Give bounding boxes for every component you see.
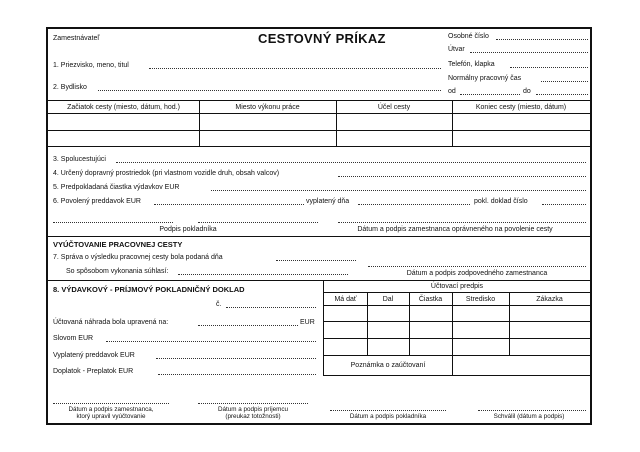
method-field[interactable] xyxy=(178,274,348,275)
col-order: Zákazka xyxy=(536,296,563,303)
phone-label: Telefón, klapka xyxy=(448,61,495,68)
method-label: So spôsobom vykonania súhlasí: xyxy=(66,268,169,275)
doc-number-label: č. xyxy=(216,301,222,308)
transport-label: 4. Určený dopravný prostriedok (pri vlastnom vozidle druh, obsah valcov) xyxy=(53,170,280,177)
advance-label: 6. Povolený preddavok EUR xyxy=(53,198,141,205)
responsible-signature-label: Dátum a podpis zodpovedného zamestnanca xyxy=(406,270,548,277)
adjuster-signature-field[interactable] xyxy=(53,403,169,404)
adjusted-amount-field[interactable] xyxy=(198,325,298,326)
accounting-note-label: Poznámka o zaúčtovaní xyxy=(350,362,426,369)
adjusted-currency: EUR xyxy=(300,319,315,326)
report-date-field[interactable] xyxy=(276,260,356,261)
col-work-place: Miesto výkonu práce xyxy=(235,104,300,111)
section8-top-line xyxy=(48,280,590,281)
cashier-footer-signature-label: Dátum a podpis pokladníka xyxy=(349,413,427,420)
col-trip-purpose: Účel cesty xyxy=(377,104,411,111)
paid-on-label: vyplatený dňa xyxy=(306,198,350,205)
cashier-signature-field-2[interactable] xyxy=(198,222,318,223)
cashier-footer-signature-field[interactable] xyxy=(330,410,446,411)
normal-hours-label: Normálny pracovný čas xyxy=(448,75,522,82)
settlement-top-line xyxy=(48,236,590,237)
travel-order-form xyxy=(46,27,592,425)
col-trip-start: Začiatok cesty (miesto, dátum, hod.) xyxy=(67,104,180,111)
cashier-signature-label: Podpis pokladníka xyxy=(159,226,217,233)
surcharge-field[interactable] xyxy=(158,374,316,375)
recipient-signature-field[interactable] xyxy=(198,403,308,404)
section8-heading: 8. VÝDAVKOVÝ - PRÍJMOVÝ POKLADNIČNÝ DOKLAD xyxy=(53,285,245,294)
col-debit: Má dať xyxy=(334,296,357,303)
advance-paid-label: Vyplatený preddavok EUR xyxy=(53,352,135,359)
accounting-heading: Účtovací predpis xyxy=(430,283,484,290)
words-field[interactable] xyxy=(106,341,316,342)
responsible-signature-field[interactable] xyxy=(368,266,586,267)
address-field[interactable] xyxy=(98,90,441,91)
companions-field[interactable] xyxy=(116,162,586,163)
table-bottom-line xyxy=(48,146,590,147)
settlement-heading: VYÚČTOVANIE PRACOVNEJ CESTY xyxy=(53,240,183,249)
authorizer-signature-label: Dátum a podpis zamestnanca oprávneného na povolenie cesty xyxy=(357,226,553,233)
adjuster-signature-label-1: Dátum a podpis zamestnanca, xyxy=(68,406,154,413)
accounting-note-divider xyxy=(452,355,453,375)
personal-number-label: Osobné číslo xyxy=(448,33,489,40)
name-field[interactable] xyxy=(149,68,441,69)
paid-on-field[interactable] xyxy=(358,204,470,205)
doc-number-field[interactable] xyxy=(226,307,316,308)
companions-label: 3. Spolucestujúci xyxy=(53,156,106,163)
name-label: 1. Priezvisko, meno, titul xyxy=(53,62,129,69)
table-header-line xyxy=(48,113,590,114)
recipient-signature-label-2: (preukaz totožnosti) xyxy=(225,413,281,420)
accounting-header-bottom xyxy=(323,305,590,306)
approval-signature-field[interactable] xyxy=(478,410,586,411)
cashier-signature-field[interactable] xyxy=(53,222,173,223)
department-label: Útvar xyxy=(448,46,465,53)
table-top-line xyxy=(48,100,590,101)
table-row-line xyxy=(48,130,590,131)
surcharge-label: Doplatok - Preplatok EUR xyxy=(53,368,134,375)
advance-paid-field[interactable] xyxy=(156,358,316,359)
advance-field[interactable] xyxy=(154,204,304,205)
to-field[interactable] xyxy=(536,94,588,95)
words-label: Slovom EUR xyxy=(53,335,94,342)
accounting-row-line xyxy=(323,338,590,339)
personal-number-field[interactable] xyxy=(496,39,588,40)
accounting-row-line xyxy=(323,321,590,322)
to-label: do xyxy=(523,88,531,95)
from-field[interactable] xyxy=(460,94,520,95)
accounting-bottom-border xyxy=(323,375,590,376)
from-label: od xyxy=(448,88,456,95)
col-center: Stredisko xyxy=(465,296,496,303)
cash-doc-label: pokl. doklad číslo xyxy=(474,198,528,205)
normal-hours-field[interactable] xyxy=(541,81,588,82)
col-amount: Čiastka xyxy=(418,296,443,303)
col-trip-end: Koniec cesty (miesto, dátum) xyxy=(475,104,567,111)
accounting-header-top xyxy=(323,292,590,293)
phone-field[interactable] xyxy=(510,67,588,68)
expected-expenses-field[interactable] xyxy=(211,190,586,191)
authorizer-signature-field[interactable] xyxy=(338,222,586,223)
form-title: CESTOVNÝ PRÍKAZ xyxy=(258,31,386,46)
expected-expenses-label: 5. Predpokladaná čiastka výdavkov EUR xyxy=(53,184,180,191)
col-credit: Dal xyxy=(382,296,394,303)
transport-field[interactable] xyxy=(338,176,586,177)
approval-signature-label: Schválil (dátum a podpis) xyxy=(493,413,565,420)
adjuster-signature-label-2: ktorý upravil vyúčtovanie xyxy=(76,413,146,420)
recipient-signature-label-1: Dátum a podpis príjemcu xyxy=(218,406,288,413)
employer-label: Zamestnávateľ xyxy=(53,35,100,42)
department-field[interactable] xyxy=(470,52,588,53)
address-label: 2. Bydlisko xyxy=(53,84,87,91)
adjusted-label: Účtovaná náhrada bola upravená na: xyxy=(53,319,169,326)
cash-doc-field[interactable] xyxy=(542,204,586,205)
report-label: 7. Správa o výsledku pracovnej cesty bola podaná dňa xyxy=(53,254,223,261)
accounting-row-line xyxy=(323,355,590,356)
